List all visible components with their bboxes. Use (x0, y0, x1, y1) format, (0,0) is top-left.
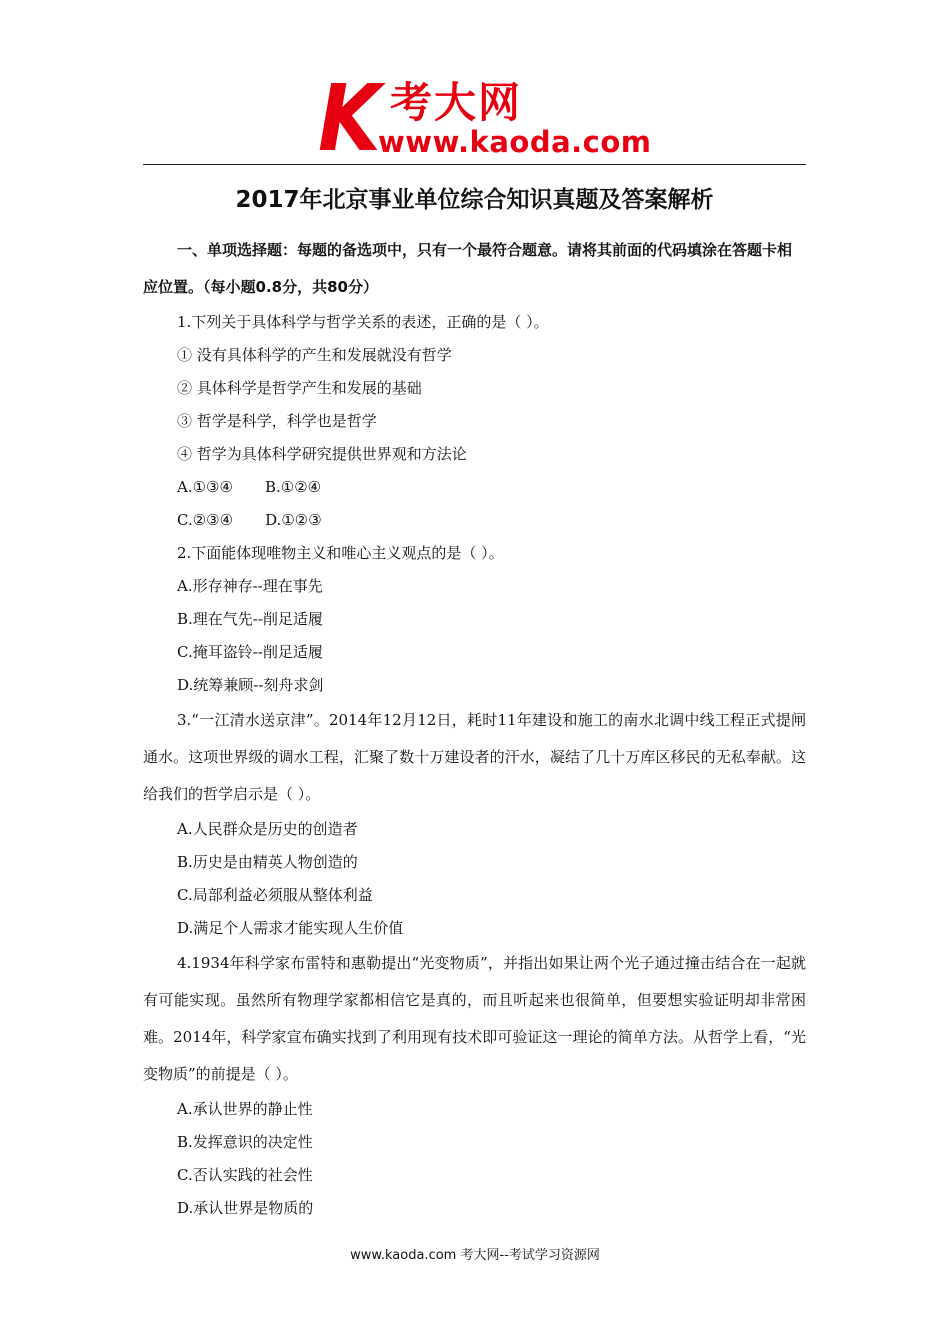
question-4-option-d: D.承认世界是物质的 (177, 1199, 314, 1217)
question-1-item: ① 没有具体科学的产生和发展就没有哲学 (177, 346, 452, 364)
question-1-option-b: B.①②④ (264, 478, 322, 496)
question-1-options-row (143, 504, 806, 537)
question-1-stem: 1.下列关于具体科学与哲学关系的表述，正确的是（ ）。 (177, 313, 549, 331)
section-heading: 一、单项选择题：每题的备选项中，只有一个最符合题意。请将其前面的代码填涂在答题卡相应位置。（每小题0.8分，共80分） (143, 241, 793, 296)
question-3-option-d: D.满足个人需求才能实现人生价值 (177, 919, 404, 937)
question-1-item: ④ 哲学为具体科学研究提供世界观和方法论 (177, 445, 467, 463)
logo-letter: K (318, 65, 381, 172)
question-4-option-c: C.否认实践的社会性 (177, 1166, 313, 1184)
question-1-options-row (143, 471, 806, 504)
question-4-option-a: A.承认世界的静止性 (177, 1100, 313, 1118)
question-3-option-a: A.人民群众是历史的创造者 (177, 820, 358, 838)
question-2-stem: 2.下面能体现唯物主义和唯心主义观点的是（ ）。 (177, 544, 504, 562)
document-body (143, 232, 806, 1225)
page-footer: www.kaoda.com 考大网--考试学习资源网 (350, 1248, 600, 1263)
question-1-item: ③ 哲学是科学，科学也是哲学 (177, 412, 377, 430)
logo-url: www.kaoda.com (378, 125, 652, 159)
question-1-option-c: C.②③④ (177, 511, 234, 529)
question-3-stem: 3.“一江清水送京津”。2014年12月12日，耗时11年建设和施工的南水北调中线工程正式提闸通水。这项世界级的调水工程，汇聚了数十万建设者的汗水，凝结了几十万库区移民的无私奉献。这给我们的哲学启示是（ ）。 (143, 711, 806, 803)
question-1-option-d: D.①②③ (265, 511, 322, 529)
document-title: 2017年北京事业单位综合知识真题及答案解析 (235, 187, 714, 213)
question-2-option-d: D.统筹兼顾--刻舟求剑 (177, 676, 324, 694)
question-2-option-c: C.掩耳盗铃--削足适履 (177, 643, 323, 661)
question-1-option-a: A.①③④ (177, 478, 233, 496)
logo-name: 考大网 (390, 78, 523, 127)
question-4-option-b: B.发挥意识的决定性 (177, 1133, 313, 1151)
site-logo (318, 65, 652, 172)
header-divider (143, 164, 806, 165)
question-2-option-a: A.形存神存--理在事先 (177, 577, 323, 595)
question-3-option-c: C.局部利益必须服从整体利益 (177, 886, 373, 904)
question-3-option-b: B.历史是由精英人物创造的 (177, 853, 358, 871)
question-4-stem: 4.1934年科学家布雷特和惠勒提出“光变物质”，并指出如果让两个光子通过撞击结合在一起就有可能实现。虽然所有物理学家都相信它是真的，而且听起来也很简单，但要想实验证明却非常困难。2014年，科学家宣布确实找到了利用现有技术即可验证这一理论的简单方法。从哲学上看，“光变物质”的前提是（ ）。 (143, 954, 806, 1083)
question-2-option-b: B.理在气先--削足适履 (177, 610, 323, 628)
question-1-item: ② 具体科学是哲学产生和发展的基础 (177, 379, 422, 397)
